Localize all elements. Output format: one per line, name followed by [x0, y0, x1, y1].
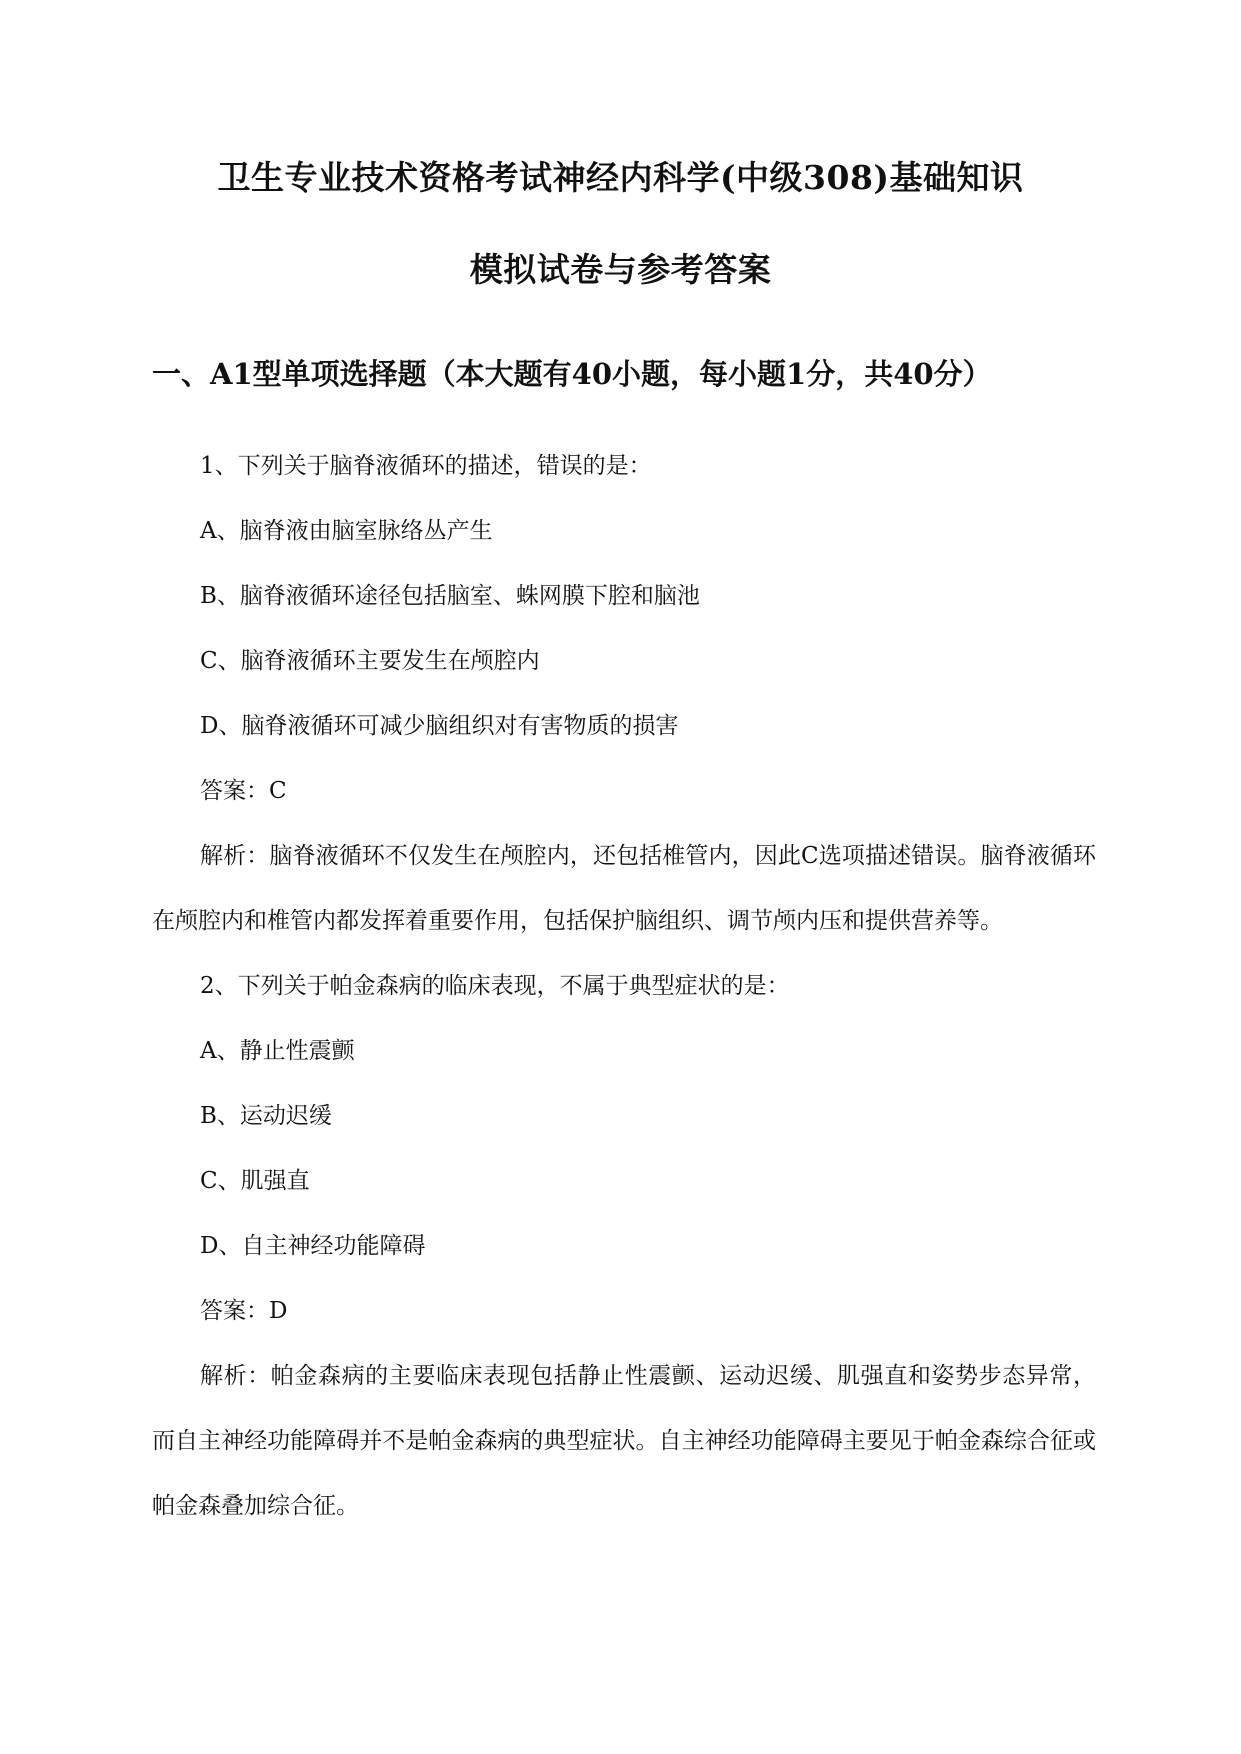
analysis: 解析：脑脊液循环不仅发生在颅腔内，还包括椎管内，因此C选项描述错误。脑脊液循环在颅腔内和椎管内都发挥着重要作用，包括保护脑组织、调节颅内压和提供营养等。 [152, 843, 1096, 934]
document-title-line-2: 模拟试卷与参考答案 [469, 250, 772, 289]
question-stem: 1、下列关于脑脊液循环的描述，错误的是： [200, 453, 652, 479]
option-c: C、肌强直 [200, 1168, 310, 1194]
option-d: D、脑脊液循环可减少脑组织对有害物质的损害 [200, 713, 679, 739]
option-b: B、运动迟缓 [200, 1103, 332, 1129]
option-a: A、脑脊液由脑室脉络丛产生 [200, 518, 493, 544]
option-c: C、脑脊液循环主要发生在颅腔内 [200, 648, 540, 674]
document-title-line-1: 卫生专业技术资格考试神经内科学(中级308)基础知识 [217, 158, 1024, 197]
section-heading: 一、A1型单项选择题（本大题有40小题，每小题1分，共40分） [152, 357, 992, 391]
option-d: D、自主神经功能障碍 [200, 1233, 426, 1259]
answer: 答案：C [200, 778, 287, 804]
question-list [152, 434, 1096, 1539]
answer: 答案：D [200, 1298, 288, 1324]
analysis: 解析：帕金森病的主要临床表现包括静止性震颤、运动迟缓、肌强直和姿势步态异常，而自主神经功能障碍并不是帕金森病的典型症状。自主神经功能障碍主要见于帕金森综合征或帕金森叠加综合征。 [152, 1363, 1096, 1519]
option-b: B、脑脊液循环途径包括脑室、蛛网膜下腔和脑池 [200, 583, 700, 609]
option-a: A、静止性震颤 [200, 1038, 355, 1064]
question-stem: 2、下列关于帕金森病的临床表现，不属于典型症状的是： [200, 973, 790, 999]
